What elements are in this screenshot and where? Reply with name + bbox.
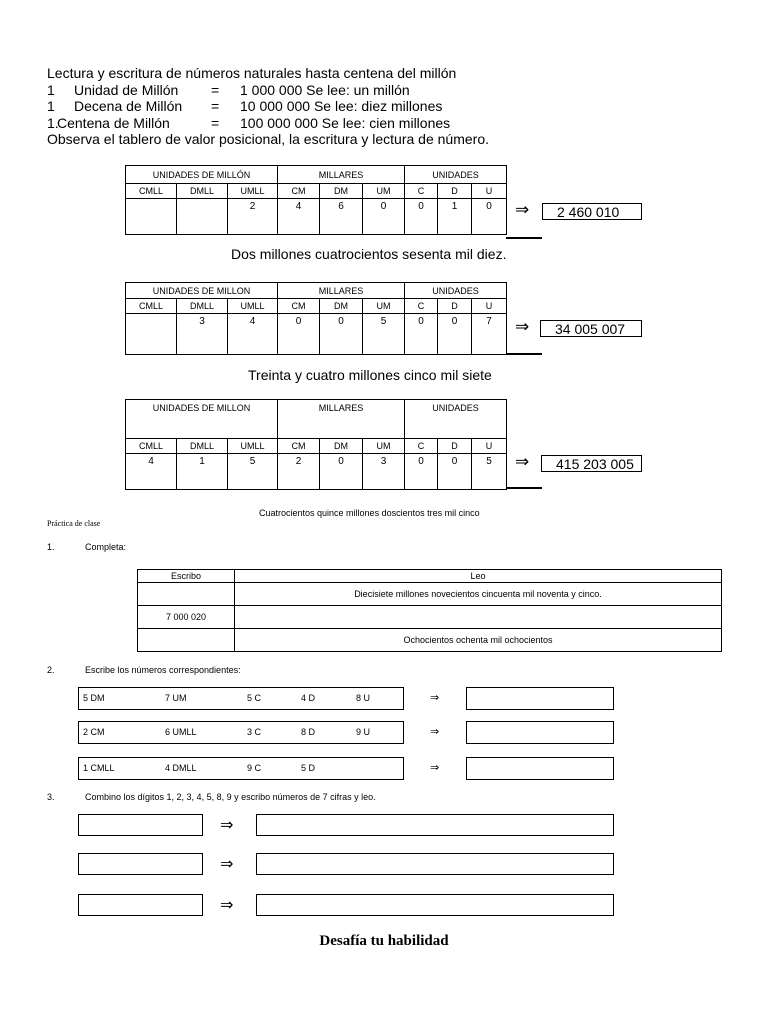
exercise-number: 3. [47, 792, 55, 802]
table-underline [506, 353, 542, 355]
column-header: DMLL [177, 184, 228, 199]
column-header: UMLL [228, 299, 278, 314]
column-header: CMLL [126, 439, 177, 454]
column-header: DM [320, 299, 363, 314]
implies-arrow-icon: ⇒ [515, 452, 530, 472]
implies-arrow-icon: ⇒ [430, 725, 440, 738]
exercise-title: Escribe los números correspondientes: [85, 665, 241, 675]
place-value-table-1 [125, 165, 507, 235]
column-header: C [405, 184, 438, 199]
column-header: DM [320, 184, 363, 199]
digit-cell [126, 199, 177, 235]
group-header: UNIDADES [405, 166, 507, 184]
digit-cell: 0 [438, 314, 472, 355]
digit-cell: 4 [228, 314, 278, 355]
exercise-number: 1. [47, 542, 55, 552]
digit-cell: 0 [405, 454, 438, 490]
implies-arrow-icon: ⇒ [430, 691, 440, 704]
group-header: UNIDADES DE MILLON [126, 400, 278, 439]
complete-table [137, 569, 722, 652]
escribo-cell[interactable] [138, 629, 235, 652]
digit-cell: 0 [278, 314, 320, 355]
practice-heading: Práctica de clase [47, 519, 101, 528]
answer-box[interactable] [466, 757, 614, 780]
digit-cell: 3 [363, 454, 405, 490]
leo-cell: Ochocientos ochenta mil ochocientos [235, 629, 722, 652]
result-number-box: 34 005 007 [540, 320, 642, 337]
group-header: MILLARES [278, 400, 405, 439]
exercise-number: 2. [47, 665, 55, 675]
result-number-box: 415 203 005 [541, 455, 642, 472]
column-header: U [472, 439, 507, 454]
reading-input-box[interactable] [256, 853, 614, 875]
column-header: Leo [235, 570, 722, 583]
intro-block [47, 65, 489, 148]
implies-arrow-icon: ⇒ [220, 854, 234, 873]
digit-cell: 7 [472, 314, 507, 355]
column-header: UM [363, 299, 405, 314]
implies-arrow-icon: ⇒ [220, 815, 234, 834]
number-reading: Treinta y cuatro millones cinco mil siete [248, 367, 492, 383]
column-header: CM [278, 184, 320, 199]
escribo-cell[interactable] [138, 583, 235, 606]
number-reading: Dos millones cuatrocientos sesenta mil diez. [231, 246, 507, 262]
reading-input-box[interactable] [256, 894, 614, 916]
group-header: UNIDADES DE MILLON [126, 283, 278, 299]
digit-cell: 2 [278, 454, 320, 490]
intro-observe: Observa el tablero de valor posicional, la escritura y lectura de número. [47, 131, 489, 147]
expansion-box: 5 DM 7 UM 5 C 4 D 8 U [78, 687, 404, 710]
digit-cell: 0 [320, 454, 363, 490]
column-header: UM [363, 184, 405, 199]
number-input-box[interactable] [78, 894, 203, 916]
digit-cell: 0 [438, 454, 472, 490]
column-header: UM [363, 439, 405, 454]
place-value-table-2 [125, 282, 507, 355]
digit-cell: 5 [228, 454, 278, 490]
answer-box[interactable] [466, 721, 614, 744]
column-header: UMLL [228, 439, 278, 454]
column-header: DMLL [177, 299, 228, 314]
exercise-title: Combino los dígitos 1, 2, 3, 4, 5, 8, 9 y escribo números de 7 cifras y leo. [85, 792, 376, 802]
digit-cell: 0 [320, 314, 363, 355]
expansion-box: 1 CMLL 4 DMLL 9 C 5 D [78, 757, 404, 780]
digit-cell: 3 [177, 314, 228, 355]
column-header: U [472, 299, 507, 314]
digit-cell: 1 [438, 199, 472, 235]
column-header: C [405, 299, 438, 314]
column-header: CM [278, 439, 320, 454]
intro-line: 1 Unidad de Millón = 1 000 000 Se lee: un millón [47, 81, 410, 98]
leo-cell: Diecisiete millones novecientos cincuenta mil noventa y cinco. [235, 583, 722, 606]
digit-cell: 0 [405, 199, 438, 235]
group-header: MILLARES [278, 166, 405, 184]
number-input-box[interactable] [78, 853, 203, 875]
column-header: D [438, 439, 472, 454]
answer-box[interactable] [466, 687, 614, 710]
column-header: CMLL [126, 299, 177, 314]
group-header: UNIDADES [405, 400, 507, 439]
digit-cell: 5 [363, 314, 405, 355]
digit-cell: 4 [126, 454, 177, 490]
exercise-title: Completa: [85, 542, 127, 552]
column-header: D [438, 184, 472, 199]
footer-heading: Desafía tu habilidad [319, 933, 449, 949]
place-value-table-3 [125, 399, 507, 490]
digit-cell: 2 [228, 199, 278, 235]
digit-cell: 1 [177, 454, 228, 490]
group-header: UNIDADES [405, 283, 507, 299]
group-header: UNIDADES DE MILLÓN [126, 166, 278, 184]
table-underline [506, 237, 542, 239]
column-header: D [438, 299, 472, 314]
column-header: C [405, 439, 438, 454]
column-header: DMLL [177, 439, 228, 454]
intro-line: 1.Centena de Millón = 100 000 000 Se lee: cien millones [47, 114, 451, 131]
digit-cell [126, 314, 177, 355]
number-input-box[interactable] [78, 814, 203, 836]
intro-title: Lectura y escritura de números naturales hasta centena del millón [47, 65, 457, 81]
implies-arrow-icon: ⇒ [515, 200, 530, 220]
digit-cell: 0 [405, 314, 438, 355]
leo-cell[interactable] [235, 606, 722, 629]
escribo-cell: 7 000 020 [138, 606, 235, 629]
expansion-box: 2 CM 6 UMLL 3 C 8 D 9 U [78, 721, 404, 744]
column-header: Escribo [138, 570, 235, 583]
column-header: U [472, 184, 507, 199]
digit-cell: 0 [363, 199, 405, 235]
table-underline [506, 487, 542, 489]
column-header: CMLL [126, 184, 177, 199]
column-header: DM [320, 439, 363, 454]
digit-cell: 0 [472, 199, 507, 235]
digit-cell: 4 [278, 199, 320, 235]
group-header: MILLARES [278, 283, 405, 299]
implies-arrow-icon: ⇒ [515, 317, 530, 337]
digit-cell [177, 199, 228, 235]
number-reading: Cuatrocientos quince millones doscientos tres mil cinco [259, 508, 480, 518]
column-header: CM [278, 299, 320, 314]
column-header: UMLL [228, 184, 278, 199]
implies-arrow-icon: ⇒ [220, 895, 234, 914]
result-number-box: 2 460 010 [542, 203, 642, 220]
digit-cell: 6 [320, 199, 363, 235]
digit-cell: 5 [472, 454, 507, 490]
reading-input-box[interactable] [256, 814, 614, 836]
intro-line: 1 Decena de Millón = 10 000 000 Se lee: diez millones [47, 98, 443, 114]
implies-arrow-icon: ⇒ [430, 761, 440, 774]
